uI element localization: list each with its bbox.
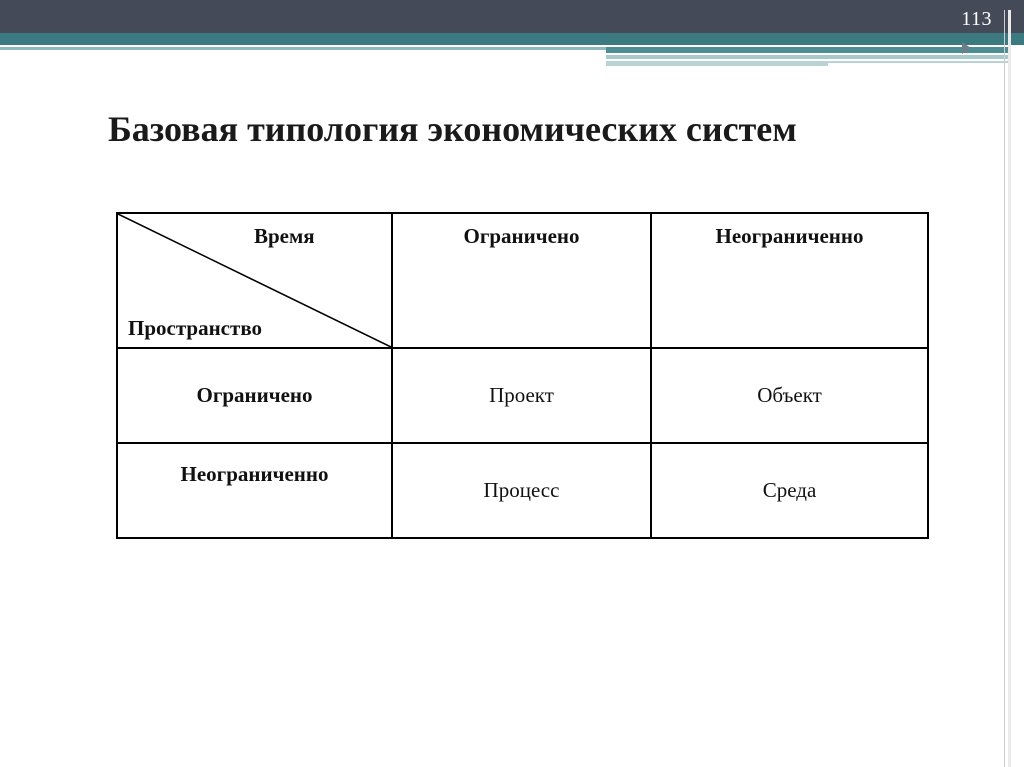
table-row	[117, 348, 928, 443]
row-header	[117, 443, 392, 538]
page-number: 113	[961, 8, 992, 30]
slide-edge-shadow	[1008, 10, 1011, 767]
slide-accent-band	[0, 33, 1024, 45]
typology-table	[116, 212, 929, 539]
column-header-label: Ограничено	[463, 224, 580, 248]
column-header	[651, 213, 928, 348]
table-header-row	[117, 213, 928, 348]
slide-edge-line	[1004, 10, 1005, 767]
table-cell: Объект	[651, 348, 928, 443]
decorative-stripe	[606, 61, 828, 66]
table-cell: Среда	[651, 443, 928, 538]
decorative-stripe	[828, 61, 1010, 63]
slide-header-band	[0, 0, 1024, 33]
page-fold-icon	[962, 42, 971, 54]
column-header	[392, 213, 651, 348]
table-corner-cell	[117, 213, 392, 348]
column-header-label: Неограниченно	[715, 224, 864, 248]
table-cell: Процесс	[392, 443, 651, 538]
decorative-stripe	[606, 47, 1010, 53]
decorative-stripe	[606, 55, 1010, 59]
table-row	[117, 443, 928, 538]
row-header-label: Неограниченно	[180, 462, 329, 486]
corner-time-label: Время	[254, 224, 315, 248]
slide-title: Базовая типология экономических систем	[108, 109, 797, 149]
corner-space-label: Пространство	[128, 316, 263, 340]
row-header: Ограничено	[117, 348, 392, 443]
table-cell: Проект	[392, 348, 651, 443]
decorative-stripe	[0, 47, 606, 50]
